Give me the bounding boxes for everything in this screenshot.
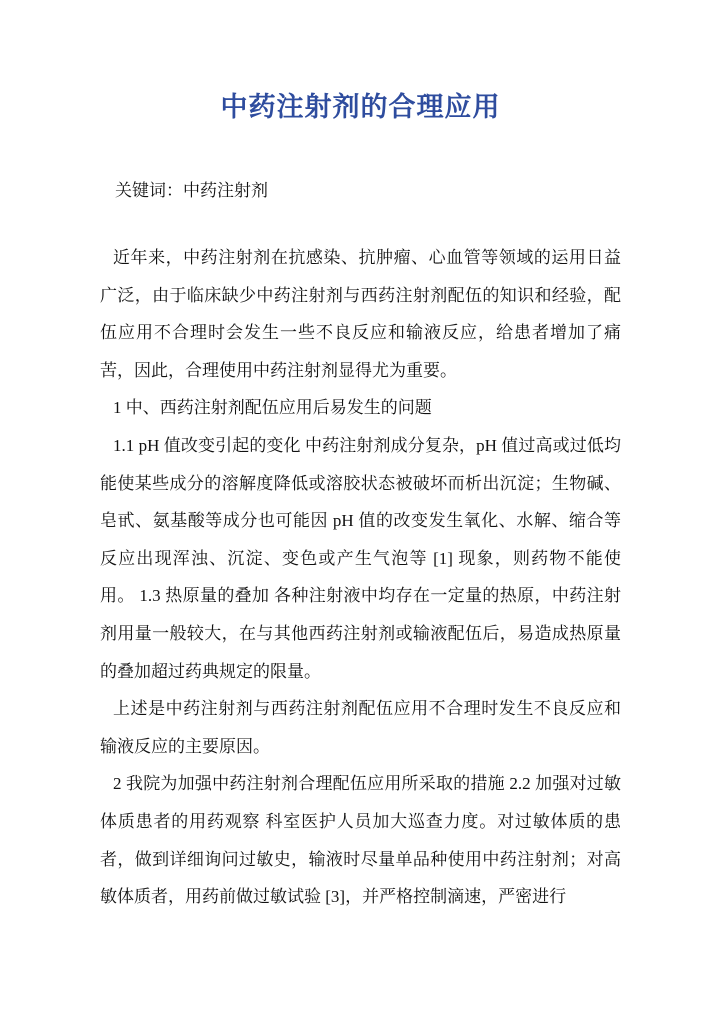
body-paragraphs (100, 239, 621, 916)
paragraph-section1-heading: 1 中、西药注射剂配伍应用后易发生的问题 (113, 398, 432, 418)
paragraph-summary: 上述是中药注射剂与西药注射剂配伍应用不合理时发生不良反应和输液反应的主要原因。 (100, 699, 621, 756)
paragraph-section2-body: 2 我院为加强中药注射剂合理配伍应用所采取的措施 2.2 加强对过敏体质患者的用药观察 科室医护人员加大巡查力度。对过敏体质的患者，做到详细询问过敏史，输液时尽量单品种使用中药注射剂；对高敏体质者，用药前做过敏试验 [3]，并严格控制滴速，严密进行 (100, 774, 621, 907)
paragraph-section1-body: 1.1 pH 值改变引起的变化 中药注射剂成分复杂，pH 值过高或过低均能使某些成分的溶解度降低或溶胶状态被破坏而析出沉淀；生物碱、皂甙、氨基酸等成分也可能因 pH 值的改变发生氧化、水解、缩合等反应出现浑浊、沉淀、变色或产生气泡等 [1] 现象，则药物不能使用。 1.3 热原量的叠加 各种注射液中均存在一定量的热原，中药注射剂用量一般较大，在与其他西药注射剂或输液配伍后，易造成热原量的叠加超过药典规定的限量。 (100, 435, 621, 681)
keywords-line: 关键词：中药注射剂 (115, 181, 268, 200)
paragraph-intro: 近年来，中药注射剂在抗感染、抗肿瘤、心血管等领域的运用日益广泛，由于临床缺少中药注射剂与西药注射剂配伍的知识和经验，配伍应用不合理时会发生一些不良反应和输液反应，给患者增加了痛苦，因此，合理使用中药注射剂显得尤为重要。 (100, 248, 621, 380)
document-title: 中药注射剂的合理应用 (220, 92, 501, 122)
document-body (100, 177, 621, 916)
